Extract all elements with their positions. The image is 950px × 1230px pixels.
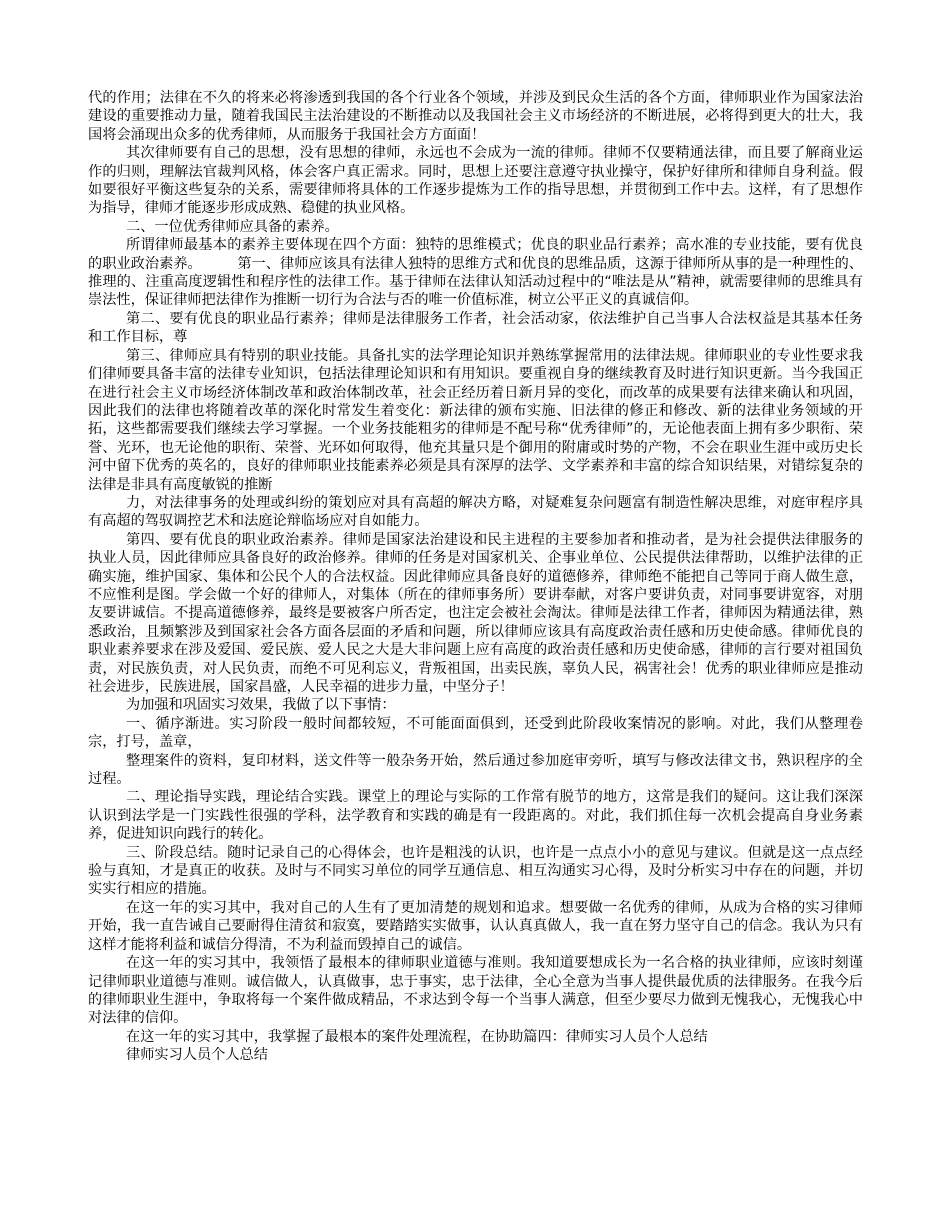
paragraph: 力，对法律事务的处理或纠纷的策划应对具有高超的解决方略，对疑难复杂问题富有制造性解决思维，对庭审程序具有高超的驾驭调控艺术和法庭论辩临场应对自如能力。 — [88, 494, 863, 530]
document-body — [88, 89, 863, 1065]
paragraph: 其次律师要有自己的思想，没有思想的律师，永远也不会成为一流的律师。律师不仅要精通法律，而且要了解商业运作的归则，理解法官裁判风格，体会客户真正需求。同时，思想上还要注意遵守执业操守，保护好律所和律师自身利益。假如要很好平衡这些复杂的关系，需要律师将具体的工作逐步提炼为工作的指导思想，并贯彻到工作中去。这样，有了思想作为指导，律师才能逐步形成成熟、稳健的执业风格。 — [88, 145, 863, 217]
paragraph: 在这一年的实习其中，我领悟了最根本的律师职业道德与准则。我知道要想成长为一名合格的执业律师，应该时刻谨记律师职业道德与准则。诚信做人，认真做事，忠于事实，忠于法律，全心全意为当事人提供最优质的法律服务。在我今后的律师职业生涯中，争取将每一个案件做成精品，不求达到令每一个当事人满意，但至少要尽力做到无愧我心，无愧我心中对法律的信仰。 — [88, 955, 863, 1027]
paragraph: 一、循序渐进。实习阶段一般时间都较短，不可能面面俱到，还受到此阶段收案情况的影响。对此，我们从整理卷宗，打号，盖章， — [88, 715, 863, 751]
paragraph: 代的作用；法律在不久的将来必将渗透到我国的各个行业各个领域，并涉及到民众生活的各个方面，律师职业作为国家法治建设的重要推动力量，随着我国民主法治建设的不断推动以及我国社会主义市场经济的不断进展，必将得到更大的壮大，我国将会涌现出众多的优秀律师，从而服务于我国社会方方面面！ — [88, 90, 863, 143]
paragraph: 第二、要有优良的职业品行素养；律师是法律服务工作者，社会活动家，依法维护自己当事人合法权益是其基本任务和工作目标，尊 — [88, 310, 863, 346]
paragraph: 在这一年的实习其中，我对自己的人生有了更加清楚的规划和追求。想要做一名优秀的律师，从成为合格的实习律师开始，我一直告诫自己要耐得住清贫和寂寞，要踏踏实实做事，认认真真做人，我一直在努力坚守自己的信念。我认为只有这样才能将利益和诚信分得清，不为利益而毁掉自己的诚信。 — [88, 899, 863, 953]
paragraph: 整理案件的资料，复印材料，送文件等一般杂务开始，然后通过参加庭审旁听，填写与修改法律文书，熟识程序的全过程。 — [88, 752, 863, 788]
paragraph: 三、阶段总结。随时记录自己的心得体会，也许是粗浅的认识，也许是一点点小小的意见与建议。但就是这一点点经验与真知，才是真正的收获。及时与不同实习单位的同学互通信息、相互沟通实习心得，及时分析实习中存在的问题，并切实实行相应的措施。 — [88, 844, 863, 898]
paragraph: 在这一年的实习其中，我掌握了最根本的案件处理流程，在协助篇四：律师实习人员个人总结 — [126, 1028, 708, 1045]
section-heading: 律师实习人员个人总结 — [126, 1047, 268, 1064]
section-heading: 二、一位优秀律师应具备的素养。 — [126, 218, 339, 235]
paragraph: 为加强和巩固实习效果，我做了以下事情： — [126, 697, 396, 714]
paragraph: 所谓律师最基本的素养主要体现在四个方面：独特的思维模式；优良的职业品行素养；高水准的专业技能，要有优良的职业政治素养。 第一、律师应该具有法律人独特的思维方式和优良的思维品质，这源于律师所从事的是一种理性的、推理的、注重高度逻辑性和程序性的法律工作。基于律师在法律认知活动过程中的“唯法是从”精神，就需要律师的思维具有崇法性，保证律师把法律作为推断一切行为合法与否的唯一价值标准，树立公平正义的真诚信仰。 — [88, 237, 863, 309]
paragraph: 第三、律师应具有特别的职业技能。具备扎实的法学理论知识并熟练掌握常用的法律法规。律师职业的专业性要求我们律师要具备丰富的法律专业知识，包括法律理论知识和有用知识。要重视自身的继续教育及时进行知识更新。当今我国正在进行社会主义市场经济体制改革和政治体制改革，社会正经历着日新月异的变化，而改革的成果要有法律来确认和巩固，因此我们的法律也将随着改革的深化时常发生着变化：新法律的颁布实施、旧法律的修正和修改、新的法律业务领域的开拓，这些都需要我们继续去学习掌握。一个业务技能粗劣的律师是不配号称“优秀律师”的，无论他表面上拥有多少职衔、荣誉、光环，也无论他的职衔、荣誉、光环如何取得，他充其量只是个御用的附庸或时势的产物，不会在职业生涯中或历史长河中留下优秀的英名的，良好的律师职业技能素养必须是具有深厚的法学、文学素养和丰富的综合知识结果，对错综复杂的法律是非具有高度敏锐的推断 — [88, 347, 863, 493]
paragraph: 第四、要有优良的职业政治素养。律师是国家法治建设和民主进程的主要参加者和推动者，是为社会提供法律服务的执业人员，因此律师应具备良好的政治修养。律师的任务是对国家机关、企事业单位、公民提供法律帮助，以维护法律的正确实施，维护国家、集体和公民个人的合法权益。因此律师应具备良好的道德修养，律师绝不能把自己等同于商人做生意，不应惟利是图。学会做一个好的律师人，对集体（所在的律师事务所）要讲奉献，对客户要讲负责，对同事要讲宽容，对朋友要讲诚信。不提高道德修养，最终是要被客户所否定，也注定会被社会淘汰。律师是法律工作者，律师因为精通法律，熟悉政治，且频繁涉及到国家社会各方面各层面的矛盾和问题，所以律师应该具有高度政治责任感和历史使命感。律师优良的职业素养要求在涉及爱国、爱民族、爱人民之大是大非问题上应有高度的政治责任感和历史使命感，律师的言行要对祖国负责，对民族负责，对人民负责，而绝不可见利忘义，背叛祖国，出卖民族，辜负人民，祸害社会！优秀的职业律师应是推动社会进步，民族进展，国家昌盛，人民幸福的进步力量，中坚分子！ — [88, 531, 863, 695]
paragraph: 二、理论指导实践，理论结合实践。课堂上的理论与实际的工作常有脱节的地方，这常是我们的疑问。这让我们深深认识到法学是一门实践性很强的学科，法学教育和实践的确是有一段距离的。对此，我们抓住每一次机会提高自身业务素养，促进知识向践行的转化。 — [88, 789, 863, 843]
